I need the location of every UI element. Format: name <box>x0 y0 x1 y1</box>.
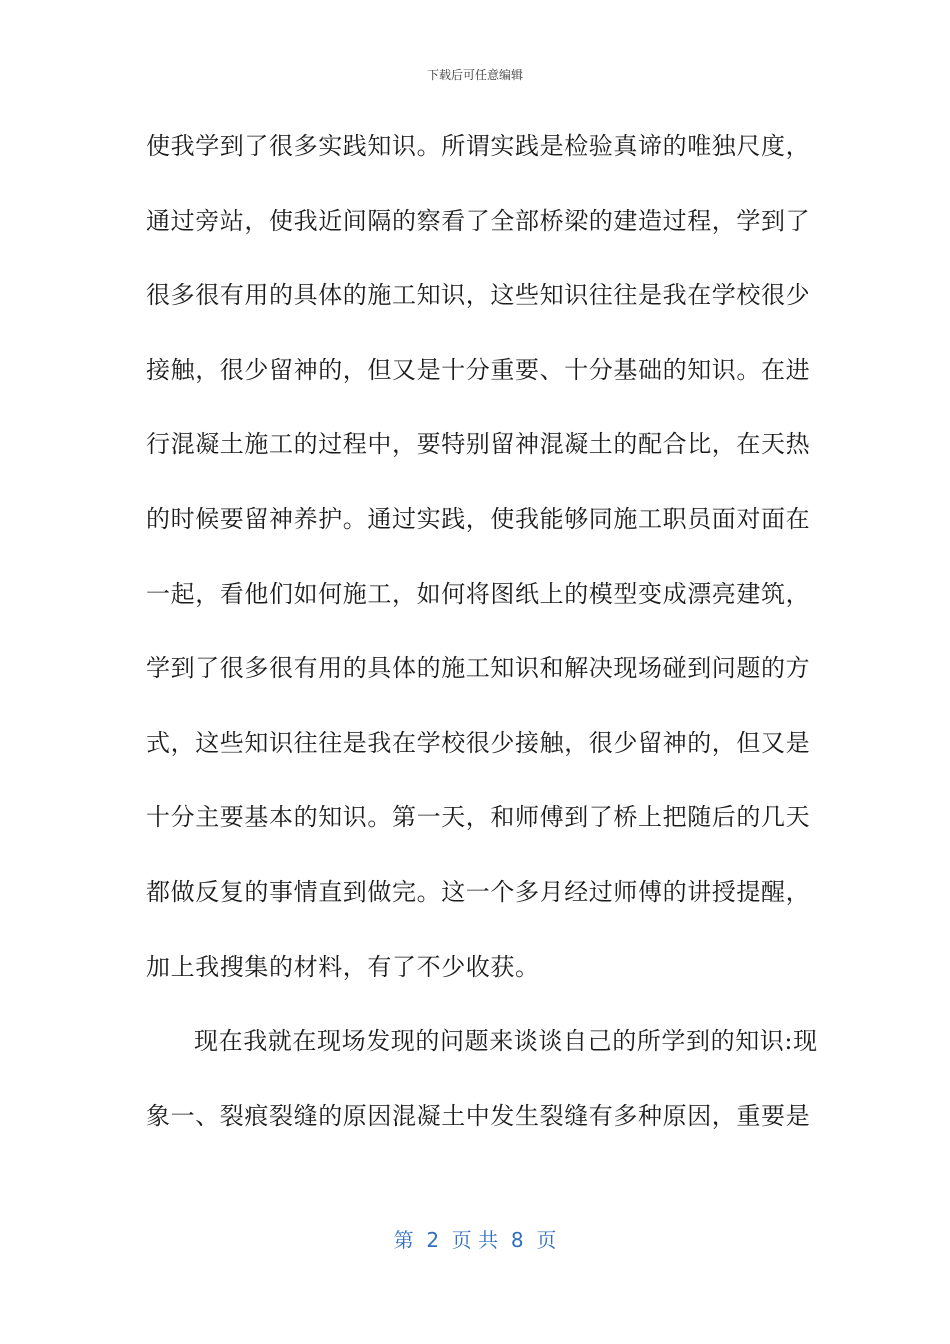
document-body <box>146 126 818 1170</box>
text-line-13-paragraph-start: 现在我就在现场发现的问题来谈谈自己的所学到的知识:现 <box>194 1027 818 1056</box>
text-line-2: 通过旁站，使我近间隔的察看了全部桥梁的建造过程，学到了 <box>146 206 811 235</box>
text-line-6: 的时候要留神养护。通过实践，使我能够同施工职员面对面在 <box>146 504 811 533</box>
page-number-footer: 第 2 页 共 8 页 <box>393 1228 557 1252</box>
text-line-3: 很多很有用的具体的施工知识，这些知识往往是我在学校很少 <box>146 281 811 310</box>
text-line-4: 接触，很少留神的，但又是十分重要、十分基础的知识。在进 <box>146 355 811 384</box>
text-line-12: 加上我搜集的材料，有了不少收获。 <box>146 952 540 981</box>
page-header: 下载后可任意编辑 <box>426 68 523 82</box>
text-line-1: 使我学到了很多实践知识。所谓实践是检验真谛的唯独尺度， <box>146 132 811 160</box>
text-line-5: 行混凝土施工的过程中，要特别留神混凝土的配合比，在天热 <box>146 430 811 459</box>
text-line-9: 式，这些知识往往是我在学校很少接触，很少留神的，但又是 <box>146 728 811 757</box>
text-line-10: 十分主要基本的知识。第一天，和师傅到了桥上把随后的几天 <box>146 803 811 832</box>
text-line-7: 一起，看他们如何施工，如何将图纸上的模型变成漂亮建筑， <box>146 579 811 608</box>
text-line-14: 象一、裂痕裂缝的原因混凝土中发生裂缝有多种原因，重要是 <box>146 1101 811 1130</box>
text-line-8: 学到了很多很有用的具体的施工知识和解决现场碰到问题的方 <box>146 654 811 683</box>
text-line-11: 都做反复的事情直到做完。这一个多月经过师傅的讲授提醒， <box>146 877 811 906</box>
